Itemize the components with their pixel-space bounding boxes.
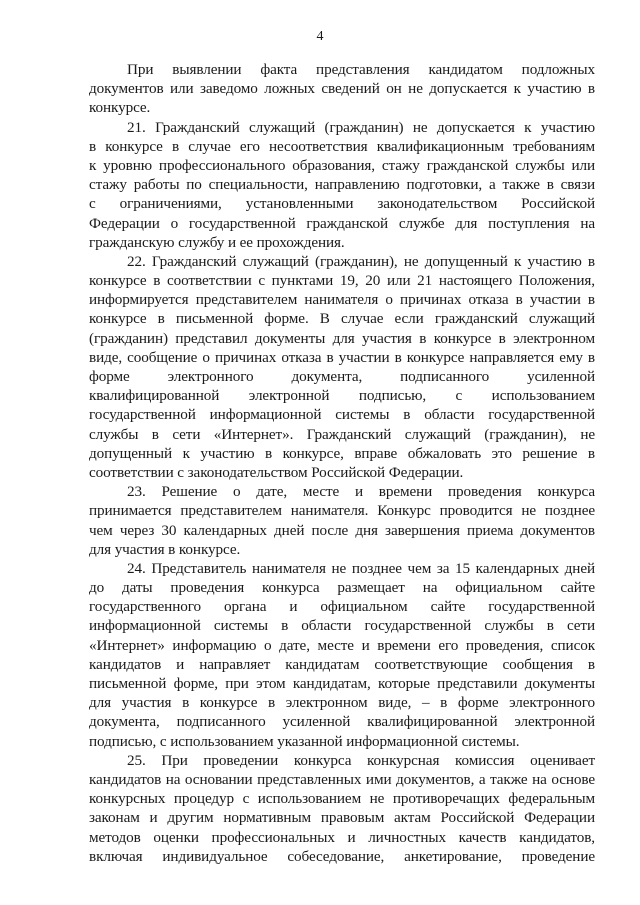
text-line: 21. Гражданский служащий (гражданин) не допускается к участию	[127, 118, 595, 136]
text-line: с ограничениями, установленными законодательством Российской	[89, 195, 595, 213]
text-line: кандидатов и направляет кандидатам соответствующие сообщения в	[89, 655, 595, 673]
text-line: государственного органа и официальном сайте государственной	[89, 598, 595, 616]
text-line: кандидатов на основании представленных ими документов, а также на основе	[89, 770, 595, 788]
text-line: Федерации о государственной гражданской службе для поступления на	[89, 214, 595, 232]
text-line: квалифицированной электронной подписью, с использованием	[89, 387, 595, 405]
text-line: При выявлении факта представления кандидатом подложных	[127, 61, 595, 78]
text-line: 22. Гражданский служащий (гражданин), не допущенный к участию в	[127, 252, 595, 270]
text-line: письменной форме, при этом кандидатам, которые представили документы	[89, 675, 595, 692]
text-line: для участия в конкурсе в электронном виде, – в форме электронного	[89, 694, 595, 712]
text-line: (гражданин) представил документы для участия в конкурсе в электронном	[89, 329, 595, 347]
text-line: соответствии с законодательством Российской Федерации.	[89, 463, 464, 481]
text-line: включая индивидуальное собеседование, анкетирование, проведение	[89, 847, 595, 865]
text-line: конкурсных процедур с использованием не противоречащих федеральным	[89, 790, 595, 808]
text-line: конкурсе в соответствии с пунктами 19, 20 или 21 настоящего Положения,	[89, 272, 595, 290]
paragraph-p25	[89, 751, 595, 866]
text-line: методов оценки профессиональных и личностных качеств кандидатов,	[89, 828, 595, 846]
text-line: информируется представителем нанимателя о причинах отказа в участии в	[89, 291, 595, 309]
text-line: чем через 30 календарных дней после дня завершения приема документов	[89, 521, 595, 539]
text-line: службы в сети «Интернет». Гражданский служащий (гражданин), не	[89, 425, 595, 443]
text-line: конкурсе.	[89, 99, 151, 117]
text-line: «Интернет» информацию о дате, месте и времени его проведения, список	[89, 636, 595, 654]
text-line: виде, сообщение о причинах отказа в участии в конкурсе направляется ему в	[89, 348, 595, 366]
text-line: в конкурсе в случае его несоответствия квалификационным требованиям	[89, 137, 595, 155]
text-line: 25. При проведении конкурса конкурсная комиссия оценивает	[127, 751, 595, 769]
text-line: к уровню профессионального образования, стажу гражданской службы или	[89, 156, 595, 174]
paragraph-p24	[89, 559, 595, 751]
text-line: допущенный к участию в конкурсе, вправе обжаловать это решение в	[89, 444, 595, 462]
text-line: 24. Представитель нанимателя не позднее чем за 15 календарных дней	[127, 559, 595, 577]
paragraph-p21	[89, 118, 595, 252]
text-line: форме электронного документа, подписанного усиленной	[89, 368, 595, 385]
document-body	[89, 60, 595, 866]
text-line: стажу работы по специальности, направлению подготовки, а также в связи	[89, 176, 595, 194]
text-line: принимается представителем нанимателя. Конкурс проводится не позднее	[89, 502, 595, 520]
paragraph-p-intro	[89, 60, 595, 118]
text-line: документа, подписанного усиленной квалифицированной электронной	[89, 713, 595, 731]
text-line: государственной информационной системы в области государственной	[89, 406, 595, 424]
paragraph-p23	[89, 482, 595, 559]
paragraph-p22	[89, 252, 595, 482]
text-line: 23. Решение о дате, месте и времени проведения конкурса	[127, 483, 595, 501]
text-line: для участия в конкурсе.	[89, 540, 241, 558]
text-line: до даты проведения конкурса размещает на официальном сайте	[89, 579, 595, 597]
text-line: подписью, с использованием указанной информационной системы.	[89, 732, 520, 750]
text-line: информационной системы в области государственной службы в сети	[89, 617, 595, 635]
page-number: 4	[316, 29, 324, 44]
text-line: документов или заведомо ложных сведений он не допускается к участию в	[89, 80, 595, 98]
text-line: конкурсе в письменной форме. В случае если гражданский служащий	[89, 310, 595, 328]
text-line: гражданскую службу и ее прохождения.	[89, 233, 345, 251]
text-line: законам и другим нормативным правовым актам Российской Федерации	[89, 809, 595, 827]
